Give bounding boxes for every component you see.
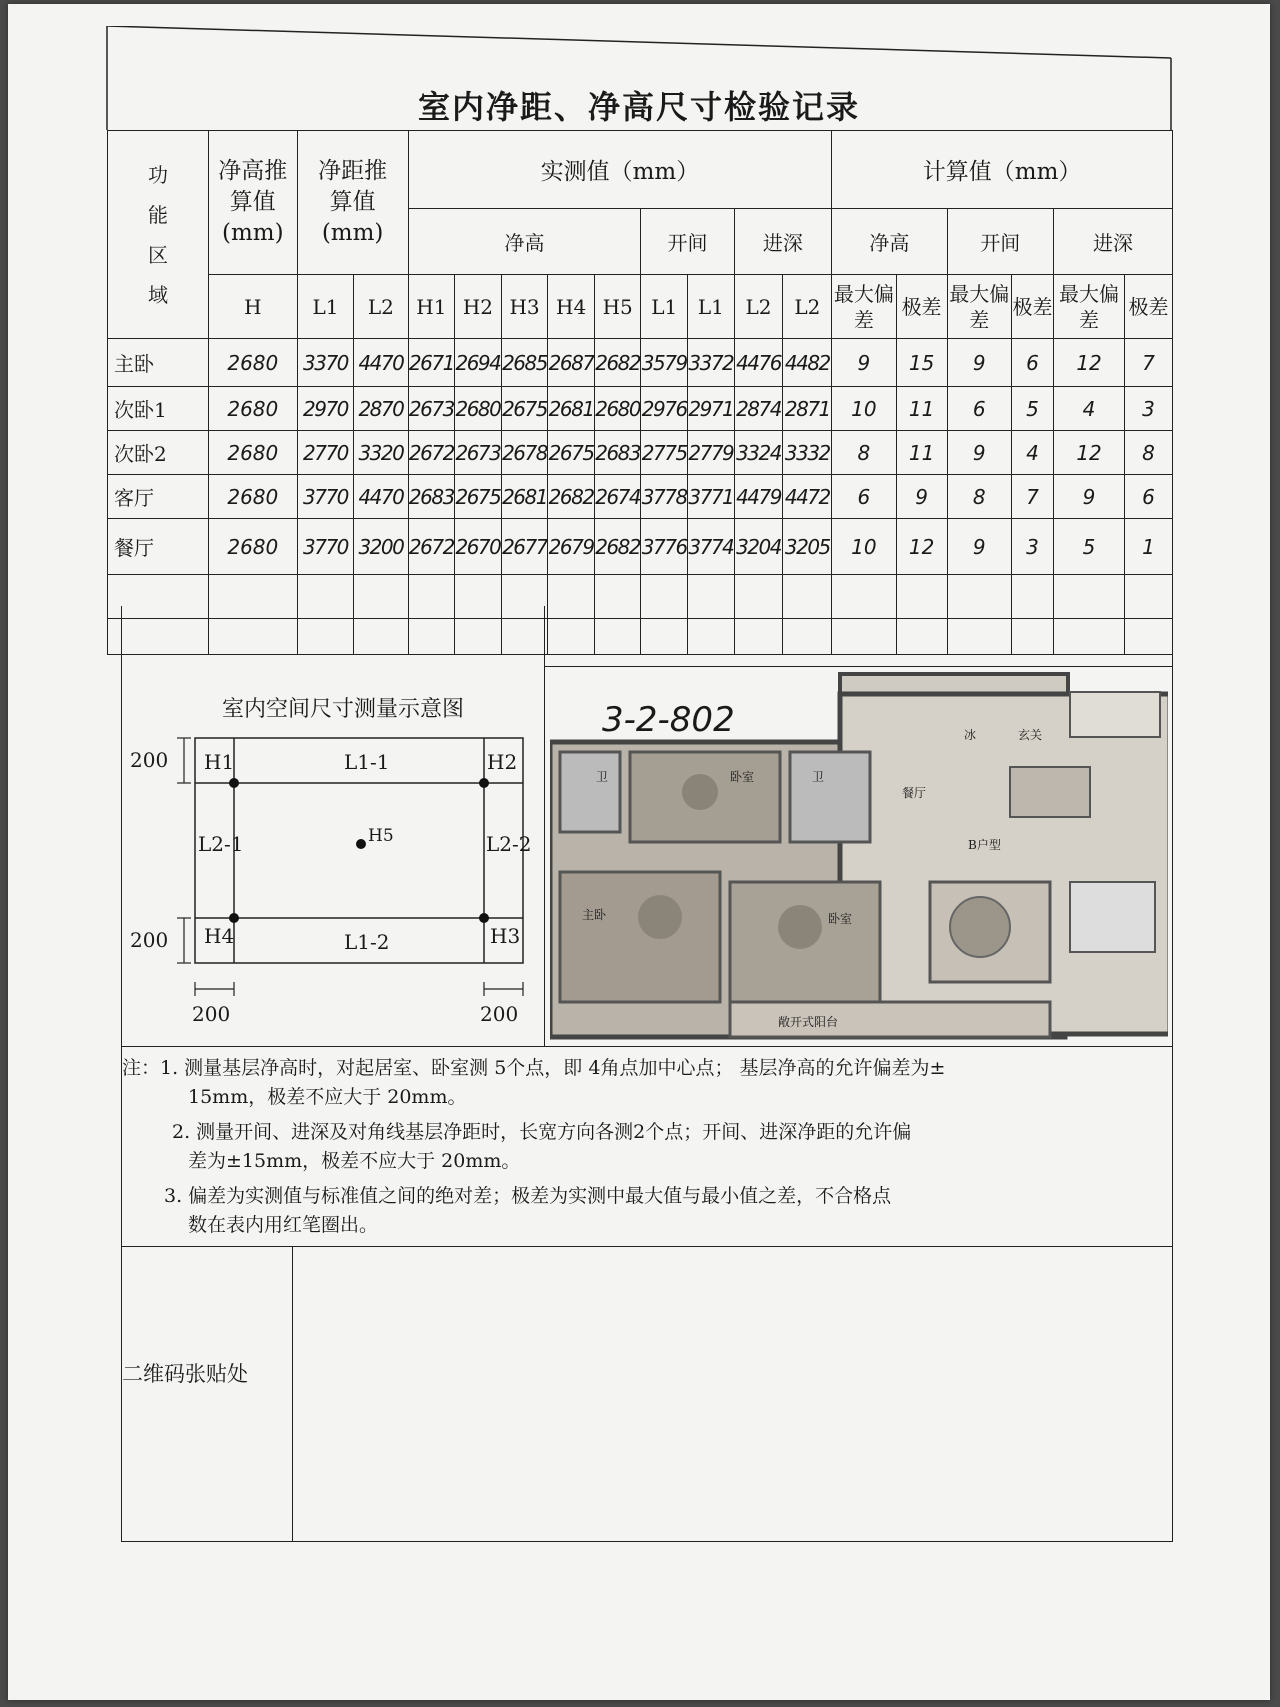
measured-l2b-cell: 3205: [783, 519, 832, 575]
inspection-form: [105, 26, 1173, 1574]
header-calc-jinggao: 净高: [832, 209, 947, 275]
measured-h5-cell: 2682: [594, 519, 641, 575]
header-maxdev-2: 最大偏差: [947, 275, 1011, 339]
calc-cell: 9: [896, 475, 947, 519]
room-label-bedroom: 卧室: [828, 912, 853, 926]
calc-cell: 1: [1125, 519, 1173, 575]
paper-sheet: [8, 4, 1270, 1700]
measured-h4-cell: 2675: [548, 431, 595, 475]
measured-h1-cell: 2671: [408, 339, 455, 387]
page-title: 室内净距、净高尺寸检验记录: [417, 88, 860, 126]
calc-cell: 12: [1054, 431, 1125, 475]
measured-l2a-cell: 4479: [734, 475, 783, 519]
dist-est-l2-cell: 4470: [354, 339, 408, 387]
calc-cell: 4: [1054, 387, 1125, 431]
room-label-bedroom-top: 卧室: [730, 770, 755, 784]
header-zone-char: 功: [147, 162, 168, 187]
divider: [122, 1246, 1172, 1247]
room-label-master: 主卧: [582, 908, 607, 922]
room-label-dining: 餐厅: [902, 786, 927, 800]
calc-cell: 8: [832, 431, 896, 475]
measured-l1b-cell: 3372: [688, 339, 735, 387]
lower-section: [121, 606, 1173, 1542]
measured-h5-cell: 2682: [594, 339, 641, 387]
measured-h3-cell: 2685: [501, 339, 548, 387]
point-label: H4: [204, 924, 235, 948]
divider: [544, 606, 545, 1046]
measured-h2-cell: 2673: [455, 431, 502, 475]
inspection-table: [107, 130, 1173, 655]
table-row: [108, 339, 1173, 387]
header-range-1: 极差: [896, 275, 947, 339]
room-label-ice: 冰: [964, 728, 977, 742]
header-calculated: 计算值（mm）: [832, 131, 1173, 209]
table-row: [108, 475, 1173, 519]
height-est-cell: 2680: [208, 431, 297, 475]
note-3a: 3. 偏差为实测值与标准值之间的绝对差；极差为实测中最大值与最小值之差，不合格点: [164, 1185, 892, 1207]
zone-name-cell: 次卧2: [108, 431, 209, 475]
header-H3: H3: [501, 275, 548, 339]
measured-h5-cell: 2683: [594, 431, 641, 475]
header-zone-char: 区: [147, 242, 168, 267]
room-label-entry: 玄关: [1018, 728, 1043, 742]
divider: [292, 1246, 293, 1541]
calc-cell: 10: [832, 519, 896, 575]
dim-label: 200: [130, 928, 169, 952]
measured-h3-cell: 2675: [501, 387, 548, 431]
calc-cell: 11: [896, 431, 947, 475]
zone-name-cell: 次卧1: [108, 387, 209, 431]
header-dist-est-unit: (mm): [321, 220, 384, 246]
note-3b: 数在表内用红笔圈出。: [188, 1214, 379, 1236]
line-label: L2-1: [198, 832, 244, 856]
header-H2: H2: [455, 275, 502, 339]
dist-est-l1-cell: 3370: [297, 339, 354, 387]
header-H4: H4: [548, 275, 595, 339]
diagram-title: 室内空间尺寸测量示意图: [222, 697, 465, 722]
header-m-L2b: L2: [783, 275, 832, 339]
measured-h1-cell: 2672: [408, 431, 455, 475]
table-row: [108, 431, 1173, 475]
zone-name-cell: 客厅: [108, 475, 209, 519]
header-height-est: [208, 131, 297, 275]
height-est-cell: 2680: [208, 519, 297, 575]
zone-name-cell: 主卧: [108, 339, 209, 387]
notes-prefix: 注：: [122, 1057, 161, 1079]
calc-cell: 6: [1125, 475, 1173, 519]
measured-h4-cell: 2679: [548, 519, 595, 575]
header-L2: L2: [354, 275, 408, 339]
header-H: H: [208, 275, 297, 339]
zone-name-cell: 餐厅: [108, 519, 209, 575]
measured-h3-cell: 2678: [501, 431, 548, 475]
calc-cell: 3: [1125, 387, 1173, 431]
header-zone: [108, 131, 209, 339]
header-H5: H5: [594, 275, 641, 339]
calc-cell: 9: [1054, 475, 1125, 519]
dim-label: 200: [480, 1002, 519, 1026]
measured-l1a-cell: 3776: [641, 519, 688, 575]
dist-est-l2-cell: 2870: [354, 387, 408, 431]
measured-l1b-cell: 3771: [688, 475, 735, 519]
point-label: H2: [487, 750, 518, 774]
height-est-cell: 2680: [208, 387, 297, 431]
measured-l2a-cell: 2874: [734, 387, 783, 431]
table-row: [108, 519, 1173, 575]
header-dist-est: [297, 131, 408, 275]
calc-cell: 6: [1011, 339, 1053, 387]
measured-l2b-cell: 4482: [783, 339, 832, 387]
room-label-wei: 卫: [596, 770, 609, 784]
measured-h2-cell: 2670: [455, 519, 502, 575]
dist-est-l2-cell: 3200: [354, 519, 408, 575]
calc-cell: 7: [1011, 475, 1053, 519]
calc-cell: 9: [947, 339, 1011, 387]
divider: [122, 1046, 1172, 1047]
measured-l1a-cell: 2775: [641, 431, 688, 475]
calc-cell: 5: [1054, 519, 1125, 575]
measured-l2b-cell: 3332: [783, 431, 832, 475]
measured-h4-cell: 2681: [548, 387, 595, 431]
calc-cell: 12: [1054, 339, 1125, 387]
calc-cell: 6: [832, 475, 896, 519]
header-measured-jinggao: 净高: [408, 209, 641, 275]
height-est-cell: 2680: [208, 475, 297, 519]
header-maxdev-3: 最大偏差: [1054, 275, 1125, 339]
room-label-wei: 卫: [812, 770, 825, 784]
header-zone-char: 域: [147, 282, 168, 307]
header-m-L1b: L1: [688, 275, 735, 339]
header-measured-jinshen: 进深: [734, 209, 832, 275]
measured-l2a-cell: 3324: [734, 431, 783, 475]
header-height-est-unit: (mm): [222, 220, 284, 246]
header-range-2: 极差: [1011, 275, 1053, 339]
header-H1: H1: [408, 275, 455, 339]
measured-l2b-cell: 4472: [783, 475, 832, 519]
calc-cell: 8: [947, 475, 1011, 519]
dim-label: 200: [130, 748, 169, 772]
header-range-3: 极差: [1125, 275, 1173, 339]
calc-cell: 11: [896, 387, 947, 431]
qr-code-label: 二维码张贴处: [122, 1362, 248, 1386]
measured-h5-cell: 2674: [594, 475, 641, 519]
measured-h4-cell: 2682: [548, 475, 595, 519]
height-est-cell: 2680: [208, 339, 297, 387]
divider: [544, 666, 1172, 667]
line-label: L2-2: [486, 832, 532, 856]
header-dist-est-label: 净距推算值: [318, 158, 388, 215]
room-label-type: B户型: [968, 838, 1001, 852]
measured-h1-cell: 2673: [408, 387, 455, 431]
measured-h2-cell: 2680: [455, 387, 502, 431]
diagram-labels: [122, 706, 542, 1036]
calc-cell: 5: [1011, 387, 1053, 431]
header-L1: L1: [297, 275, 354, 339]
calc-cell: 7: [1125, 339, 1173, 387]
measured-l1a-cell: 3579: [641, 339, 688, 387]
dist-est-l2-cell: 4470: [354, 475, 408, 519]
calc-cell: 4: [1011, 431, 1053, 475]
header-height-est-label: 净高推算值: [218, 158, 288, 215]
measured-l1b-cell: 2971: [688, 387, 735, 431]
dim-label: 200: [192, 1002, 231, 1026]
measured-h1-cell: 2672: [408, 519, 455, 575]
room-label-balcony: 敞开式阳台: [778, 1015, 839, 1029]
measured-h4-cell: 2687: [548, 339, 595, 387]
point-label: H3: [490, 924, 521, 948]
measured-h2-cell: 2675: [455, 475, 502, 519]
table-row: [108, 387, 1173, 431]
dist-est-l1-cell: 2770: [297, 431, 354, 475]
header-maxdev-1: 最大偏差: [832, 275, 896, 339]
dist-est-l1-cell: 2970: [297, 387, 354, 431]
header-calc-jinshen: 进深: [1054, 209, 1173, 275]
header-zone-char: 能: [147, 202, 168, 227]
note-2b: 差为±15mm，极差不应大于 20mm。: [188, 1150, 521, 1172]
calc-cell: 9: [832, 339, 896, 387]
measured-h5-cell: 2680: [594, 387, 641, 431]
measured-l1b-cell: 2779: [688, 431, 735, 475]
calc-cell: 3: [1011, 519, 1053, 575]
calc-cell: 9: [947, 519, 1011, 575]
calc-cell: 8: [1125, 431, 1173, 475]
dist-est-l2-cell: 3320: [354, 431, 408, 475]
notes-block: [122, 1054, 1162, 1240]
measured-l2b-cell: 2871: [783, 387, 832, 431]
point-label: H5: [368, 826, 394, 846]
unit-number-handwritten: 3-2-802: [602, 700, 735, 740]
header-m-L2a: L2: [734, 275, 783, 339]
dist-est-l1-cell: 3770: [297, 519, 354, 575]
line-label: L1-2: [344, 930, 390, 954]
measured-l1a-cell: 3778: [641, 475, 688, 519]
calc-cell: 10: [832, 387, 896, 431]
calc-cell: 6: [947, 387, 1011, 431]
header-m-L1a: L1: [641, 275, 688, 339]
calc-cell: 12: [896, 519, 947, 575]
dist-est-l1-cell: 3770: [297, 475, 354, 519]
point-label: H1: [204, 750, 235, 774]
measured-h3-cell: 2681: [501, 475, 548, 519]
calc-cell: 9: [947, 431, 1011, 475]
note-1a: 1. 测量基层净高时，对起居室、卧室测 5个点，即 4角点加中心点； 基层净高的允许偏差为±: [160, 1057, 946, 1079]
measured-h2-cell: 2694: [455, 339, 502, 387]
header-measured: 实测值（mm）: [408, 131, 832, 209]
line-label: L1-1: [344, 750, 390, 774]
header-measured-kaijian: 开间: [641, 209, 734, 275]
note-1b: 15mm，极差不应大于 20mm。: [188, 1086, 467, 1108]
measured-l2a-cell: 4476: [734, 339, 783, 387]
measured-h3-cell: 2677: [501, 519, 548, 575]
measured-h1-cell: 2683: [408, 475, 455, 519]
measured-l2a-cell: 3204: [734, 519, 783, 575]
measured-l1b-cell: 3774: [688, 519, 735, 575]
measured-l1a-cell: 2976: [641, 387, 688, 431]
header-calc-kaijian: 开间: [947, 209, 1053, 275]
note-2a: 2. 测量开间、进深及对角线基层净距时，长宽方向各测2个点；开间、进深净距的允许偏: [172, 1121, 912, 1143]
calc-cell: 15: [896, 339, 947, 387]
